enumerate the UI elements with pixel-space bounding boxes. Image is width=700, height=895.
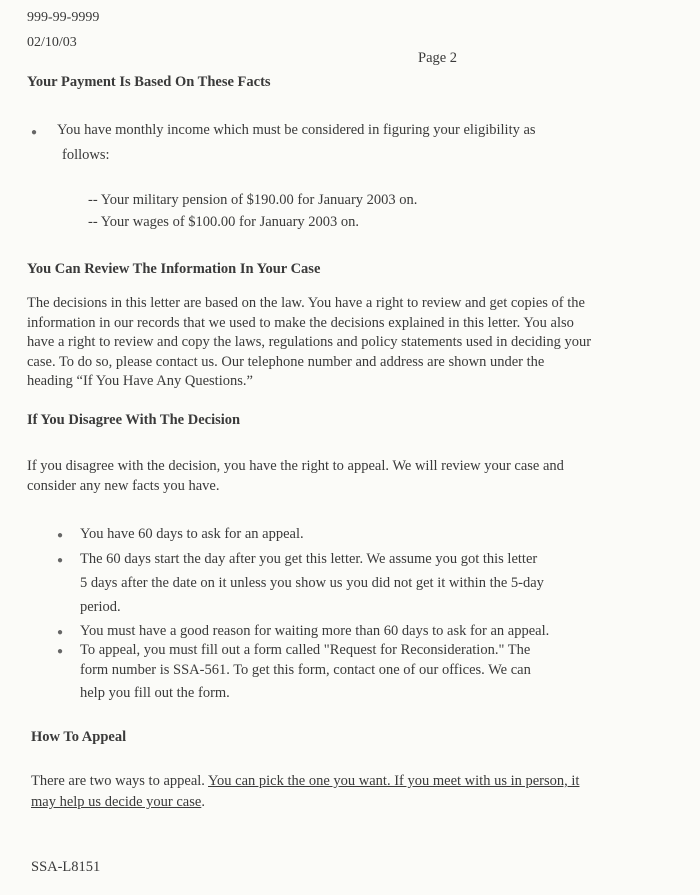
page-number: Page 2 (418, 50, 458, 66)
bullet-icon: ● (57, 627, 64, 638)
underlined-text: may help us decide your case (31, 794, 202, 810)
paragraph-line: information in our records that we used to make the decisions explained in this letter. You also (27, 314, 574, 331)
income-item-wages: -- Your wages of $100.00 for January 2003 on. (88, 214, 360, 230)
bullet-icon: ● (57, 646, 64, 657)
appeal-bullet-line: period. (80, 599, 121, 615)
plain-text: . (201, 794, 205, 810)
appeal-bullet-line: The 60 days start the day after you get this letter. We assume you got this letter (80, 551, 538, 567)
appeal-bullet-line: You must have a good reason for waiting more than 60 days to ask for an appeal. (80, 623, 550, 639)
ssn: 999-99-9999 (27, 10, 100, 25)
income-item-pension: -- Your military pension of $190.00 for January 2003 on. (88, 192, 418, 208)
paragraph-line: consider any new facts you have. (27, 477, 220, 494)
section-heading-how-to-appeal: How To Appeal (31, 729, 127, 745)
appeal-bullet-line: help you fill out the form. (80, 685, 230, 701)
how-to-appeal-line (31, 771, 579, 791)
bullet-icon: ● (31, 127, 38, 138)
plain-text: There are two ways to appeal. (31, 773, 209, 789)
income-bullet-line: follows: (62, 147, 110, 163)
bullet-icon: ● (57, 555, 64, 566)
how-to-appeal-line (31, 792, 205, 812)
section-heading-disagree: If You Disagree With The Decision (27, 412, 241, 428)
paragraph-line: If you disagree with the decision, you have the right to appeal. We will review your case and (27, 458, 564, 474)
review-info-paragraph (27, 294, 682, 392)
appeal-bullet-line: form number is SSA-561. To get this form, contact one of our offices. We can (80, 662, 531, 678)
paragraph-line: case. To do so, please contact us. Our telephone number and address are shown under the (27, 353, 545, 370)
appeal-bullet-line: To appeal, you must fill out a form called "Request for Reconsideration." The (80, 642, 531, 658)
appeal-bullet-line: 5 days after the date on it unless you show us you did not get it within the 5-day (80, 575, 544, 591)
section-heading-payment-facts: Your Payment Is Based On These Facts (27, 74, 271, 90)
letter-date: 02/10/03 (27, 35, 77, 50)
disagree-paragraph (27, 457, 682, 496)
paragraph-line: heading “If You Have Any Questions.” (27, 373, 253, 389)
paragraph-line: The decisions in this letter are based on the law. You have a right to review and get copies of the (27, 295, 585, 311)
underlined-text: You can pick the one you want. If you meet with us in person, it (208, 773, 580, 789)
bullet-icon: ● (57, 530, 64, 541)
section-heading-review-info: You Can Review The Information In Your Case (27, 261, 321, 277)
form-code: SSA-L8151 (31, 859, 101, 875)
appeal-bullet-line: You have 60 days to ask for an appeal. (80, 526, 304, 542)
income-bullet-line: You have monthly income which must be considered in figuring your eligibility as (57, 122, 536, 138)
paragraph-line: have a right to review and copy the laws, regulations and policy statements used in deciding your (27, 334, 592, 350)
